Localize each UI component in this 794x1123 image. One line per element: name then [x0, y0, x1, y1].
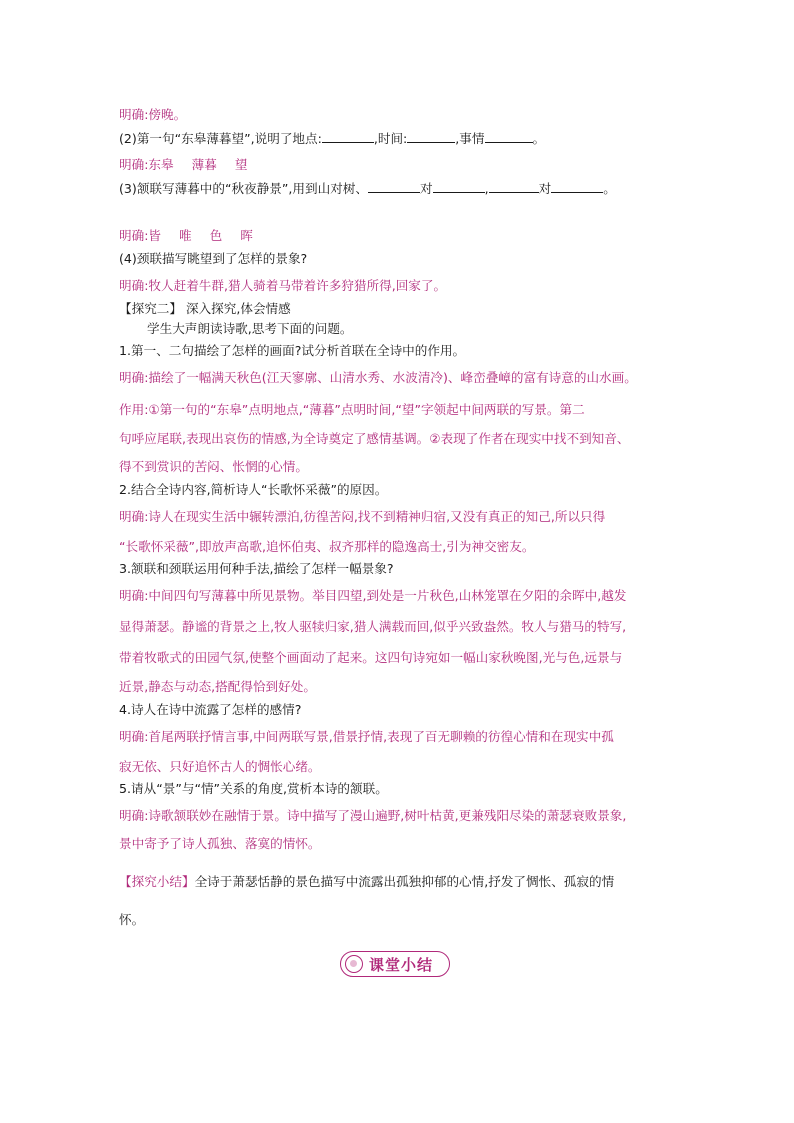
q4-answer-line-2: 寂无依、只好追怀古人的惆怅心绪。: [119, 759, 321, 774]
q5: 5.请从“景”与“情”关系的角度,赏析本诗的颔联。: [119, 781, 388, 796]
answer-4: 明确:牧人赶着牛群,猎人骑着马带着许多狩猎所得,回家了。: [119, 278, 447, 293]
book-circle-icon: [345, 955, 363, 973]
q3-answer-line-4: 近景,静态与动态,搭配得恰到好处。: [119, 679, 316, 694]
q1-answer-line-2: 作用:①第一句的“东皋”点明地点,“薄暮”点明时间,“望”字领起中间两联的写景。第二: [119, 402, 585, 417]
blank-b1: [489, 180, 539, 193]
q2-answer-line-2: “长歌怀采薇”,即放声高歌,追怀伯夷、叔齐那样的隐逸高士,引为神交密友。: [119, 539, 535, 554]
summary-label: 【探究小结】: [119, 874, 195, 889]
q3-answer-line-2: 显得萧瑟。静谧的背景之上,牧人驱犊归家,猎人满载而回,似乎兴致盎然。牧人与猎马的特写,: [119, 619, 627, 634]
blank-event: [485, 130, 533, 143]
q3: 3.颔联和颈联运用何种手法,描绘了怎样一幅景象?: [119, 561, 394, 576]
q1-answer-line-3: 句呼应尾联,表现出哀伤的情感,为全诗奠定了感情基调。②表现了作者在现实中找不到知音、: [119, 431, 630, 446]
q3-answer-line-1: 明确:中间四句写薄暮中所见景物。举目四望,到处是一片秋色,山林笼罩在夕阳的余晖中,越发: [119, 588, 627, 603]
question-4: (4)颈联描写眺望到了怎样的景象?: [119, 251, 308, 266]
blank-place: [322, 130, 374, 143]
q1-answer-line-1: 明确:描绘了一幅满天秋色(江天寥廓、山清水秀、水波清冷)、峰峦叠嶂的富有诗意的山水画。: [119, 370, 637, 385]
blank-a2: [433, 180, 485, 193]
q5-answer-line-1: 明确:诗歌颔联妙在融情于景。诗中描写了漫山遍野,树叶枯黄,更兼残阳尽染的萧瑟衰败景象,: [119, 808, 627, 823]
section-heading-explore-2: 【探究二】 深入探究,体会情感: [119, 301, 291, 316]
blank-a1: [368, 180, 420, 193]
q4: 4.诗人在诗中流露了怎样的感情?: [119, 702, 302, 717]
instruction: 学生大声朗读诗歌,思考下面的问题。: [147, 321, 353, 336]
q2: 2.结合全诗内容,简析诗人“长歌怀采薇”的原因。: [119, 482, 388, 497]
blank-b2: [551, 180, 603, 193]
class-summary-label: 课堂小结: [369, 955, 434, 974]
q1-answer-line-4: 得不到赏识的苦闷、怅惘的心情。: [119, 459, 308, 474]
explore-summary: 【探究小结】全诗于萧瑟恬静的景色描写中流露出孤独抑郁的心情,抒发了惆怅、孤寂的情: [119, 874, 615, 889]
question-3: (3)颔联写薄暮中的“秋夜静景”,用到山对树、 对 , 对 。: [119, 181, 616, 196]
question-2: (2)第一句“东皋薄暮望”,说明了地点: ,时间: ,事情 。: [119, 131, 546, 146]
answer-2: 明确:东皋 薄暮 望: [119, 157, 248, 172]
explore-summary-cont: 怀。: [119, 912, 145, 927]
class-summary-badge: [340, 951, 450, 977]
q4-answer-line-1: 明确:首尾两联抒情言事,中间两联写景,借景抒情,表现了百无聊赖的彷徨心情和在现实中孤: [119, 729, 614, 744]
answer-1: 明确:傍晚。: [119, 107, 187, 122]
q5-answer-line-2: 景中寄予了诗人孤独、落寞的情怀。: [119, 836, 321, 851]
q3-answer-line-3: 带着牧歌式的田园气氛,使整个画面动了起来。这四句诗宛如一幅山家秋晚图,光与色,远景与: [119, 650, 623, 665]
blank-time: [407, 130, 455, 143]
q1: 1.第一、二句描绘了怎样的画面?试分析首联在全诗中的作用。: [119, 343, 466, 358]
answer-3: 明确:皆 唯 色 晖: [119, 228, 253, 243]
q2-answer-line-1: 明确:诗人在现实生活中辗转漂泊,彷徨苦闷,找不到精神归宿,又没有真正的知己,所以只得: [119, 509, 606, 524]
